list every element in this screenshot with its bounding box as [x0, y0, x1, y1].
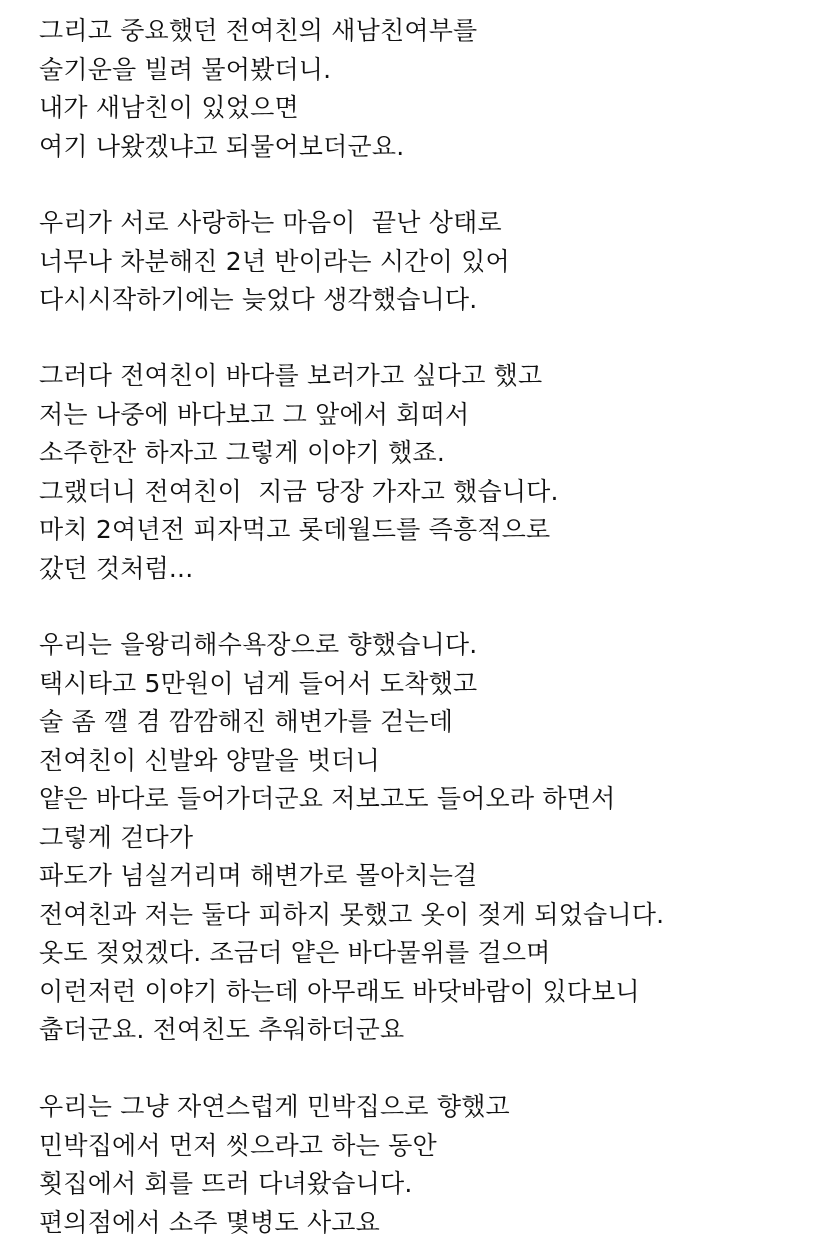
text-line: 그리고 중요했던 전여친의 새남친여부를 [39, 16, 478, 45]
text-line: 술 좀 깰 겸 깜깜해진 해변가를 걷는데 [39, 707, 454, 736]
text-line: 너무나 차분해진 2년 반이라는 시간이 있어 [39, 246, 510, 276]
text-line: 전여친과 저는 둘다 피하지 못했고 옷이 젖게 되었습니다. [39, 899, 665, 929]
text-line: 파도가 넘실거리며 해변가로 몰아치는걸 [39, 861, 478, 890]
text-line: 소주한잔 하자고 그렇게 이야기 했죠. [39, 438, 445, 467]
text-line: 전여친이 신발와 양말을 벗더니 [39, 745, 380, 775]
text-line: 얕은 바다로 들어가더군요 저보고도 들어오라 하면서 [39, 784, 616, 813]
text-line: 그렇게 걷다가 [39, 822, 194, 852]
text-line: 그랬더니 전여친이 지금 당장 가자고 했습니다. [39, 476, 559, 506]
text-line: 저는 나중에 바다보고 그 앞에서 회떠서 [39, 399, 470, 429]
paragraph-2 [39, 204, 510, 320]
paragraph-3 [39, 357, 559, 588]
paragraph-1 [39, 12, 477, 166]
text-line: 이런저런 이야기 하는데 아무래도 바닷바람이 있다보니 [39, 976, 640, 1006]
text-line: 내가 새남친이 있었으면 [39, 93, 299, 122]
text-line: 다시시작하기에는 늦었다 생각했습니다. [39, 285, 478, 314]
text-line: 술기운을 빌려 물어봤더니. [39, 54, 332, 84]
text-line: 우리는 을왕리해수욕장으로 향했습니다. [39, 630, 478, 659]
text-line: 그러다 전여친이 바다를 보러가고 싶다고 했고 [39, 361, 543, 390]
text-line: 여기 나왔겠냐고 되물어보더군요. [39, 131, 405, 161]
text-line: 옷도 젖었겠다. 조금더 얕은 바다물위를 걸으며 [39, 938, 551, 967]
paragraph-5 [39, 1088, 510, 1242]
text-line: 우리가 서로 사랑하는 마음이 끝난 상태로 [39, 208, 502, 237]
text-line: 민박집에서 먼저 씻으라고 하는 동안 [39, 1130, 437, 1160]
text-line: 편의점에서 소주 몇병도 사고요 [39, 1207, 380, 1237]
text-line: 마치 2여년전 피자먹고 롯데월드를 즉흥적으로 [39, 515, 551, 544]
text-line: 춥더군요. 전여친도 추워하더군요 [39, 1015, 405, 1044]
text-line: 우리는 그냥 자연스럽게 민박집으로 향했고 [39, 1092, 510, 1121]
text-line: 택시타고 5만원이 넘게 들어서 도착했고 [39, 668, 478, 698]
paragraph-4 [39, 626, 664, 1050]
text-line: 횟집에서 회를 뜨러 다녀왔습니다. [39, 1169, 413, 1198]
text-line: 갔던 것처럼... [39, 553, 194, 583]
